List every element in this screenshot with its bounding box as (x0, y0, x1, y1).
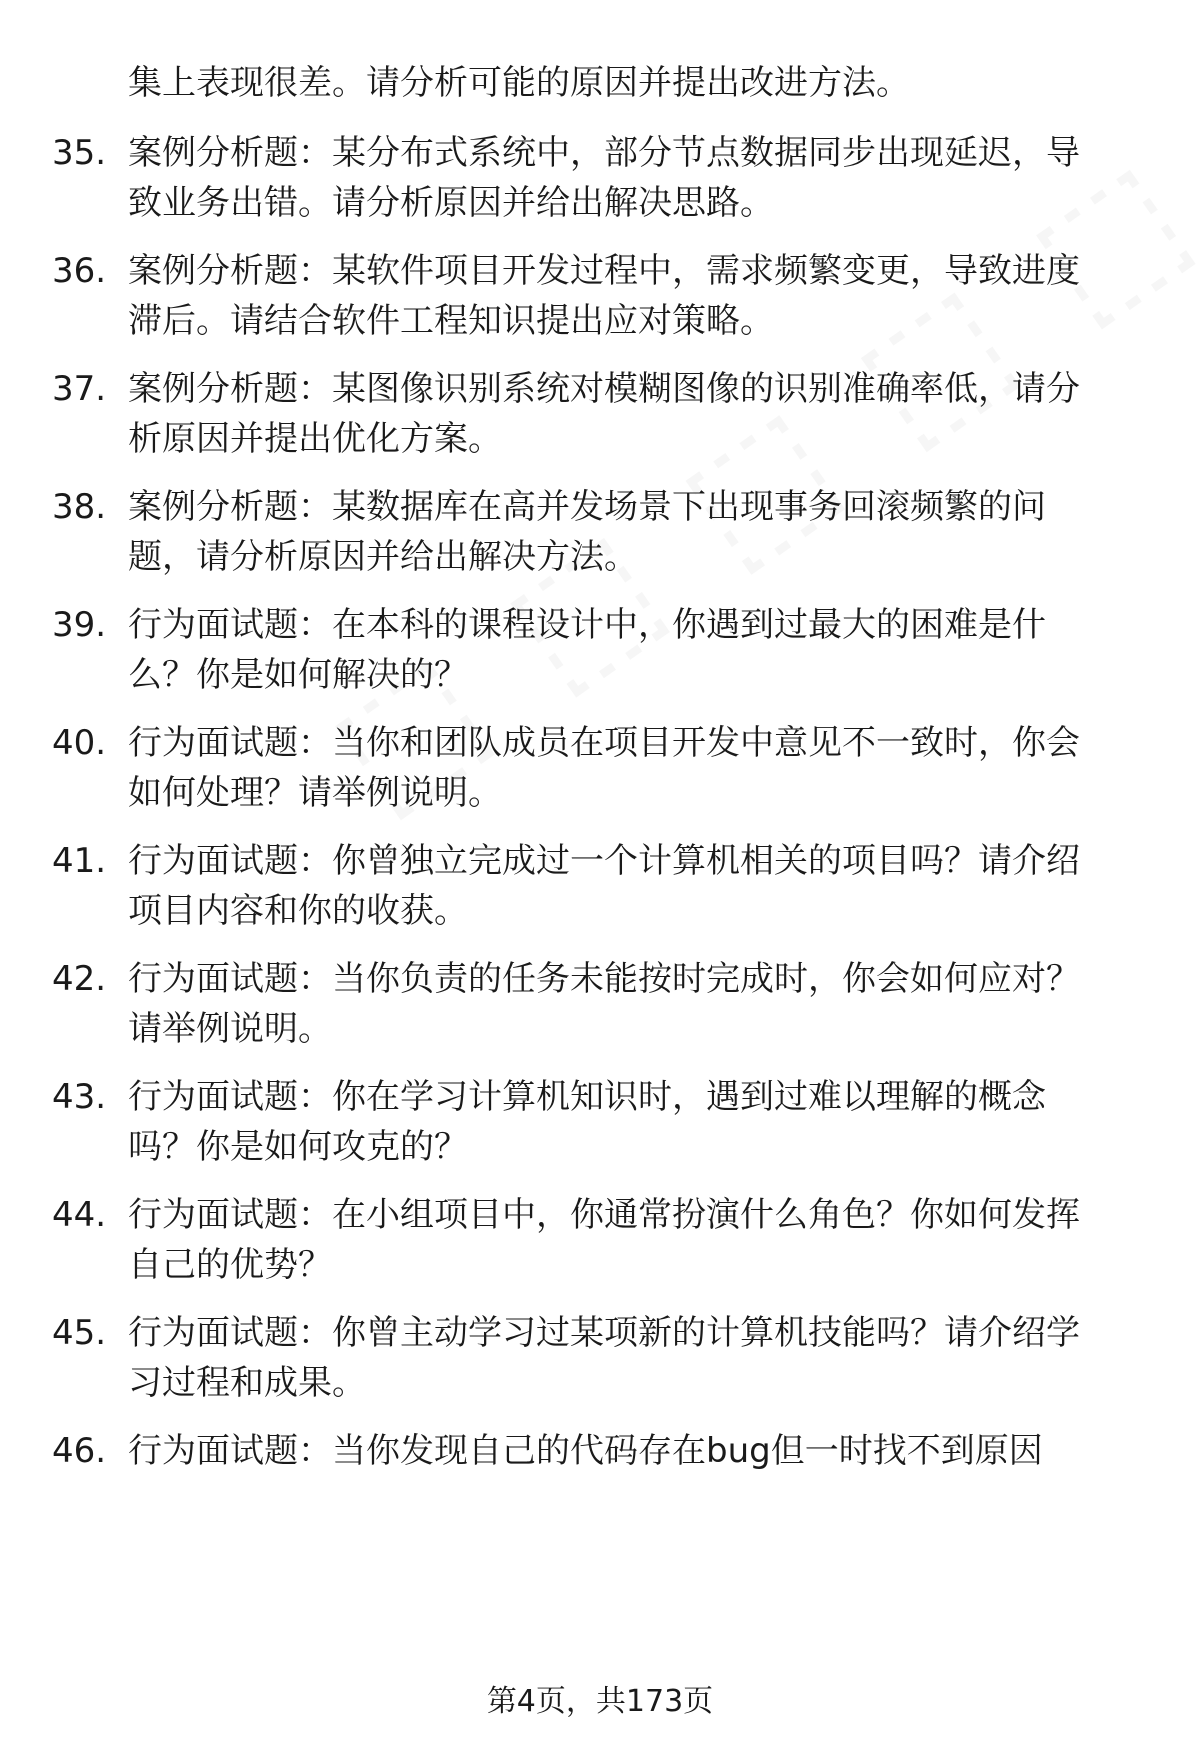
question-text-line2: 如何处理？请举例说明。 (128, 773, 502, 813)
question-item (0, 1426, 1200, 1526)
question-text-line1: 行为面试题：你曾主动学习过某项新的计算机技能吗？请介绍学 (128, 1313, 1080, 1353)
question-text-line2: 滞后。请结合软件工程知识提出应对策略。 (128, 301, 774, 341)
question-item (0, 246, 1200, 346)
question-item (0, 718, 1200, 818)
question-text-line1: 行为面试题：你在学习计算机知识时，遇到过难以理解的概念 (128, 1077, 1046, 1117)
continued-text: 集上表现很差。请分析可能的原因并提出改进方法。 (128, 63, 910, 103)
question-text-line1: 行为面试题：你曾独立完成过一个计算机相关的项目吗？请介绍 (128, 841, 1080, 881)
question-text-line1: 行为面试题：在本科的课程设计中，你遇到过最大的困难是什 (128, 605, 1046, 645)
question-item (0, 836, 1200, 936)
question-item (0, 1308, 1200, 1408)
question-text-line1: 行为面试题：当你发现自己的代码存在bug但一时找不到原因 (128, 1431, 1043, 1471)
question-text-line1: 行为面试题：当你和团队成员在项目开发中意见不一致时，你会 (128, 723, 1080, 763)
question-text-line1: 行为面试题：在小组项目中，你通常扮演什么角色？你如何发挥 (128, 1195, 1080, 1235)
question-text-line2: 自己的优势？ (128, 1245, 332, 1285)
question-item (0, 1072, 1200, 1172)
question-number: 41. (52, 841, 107, 881)
question-number: 46. (52, 1431, 107, 1471)
question-item (0, 1190, 1200, 1290)
question-text-line2: 析原因并提出优化方案。 (128, 419, 502, 459)
question-item (0, 482, 1200, 582)
question-text-line1: 案例分析题：某数据库在高并发场景下出现事务回滚频繁的问 (128, 487, 1046, 527)
question-text-line1: 案例分析题：某分布式系统中，部分节点数据同步出现延迟，导 (128, 133, 1080, 173)
question-text-line2: 习过程和成果。 (128, 1363, 366, 1403)
question-number: 37. (52, 369, 107, 409)
question-number: 45. (52, 1313, 107, 1353)
question-text-line1: 行为面试题：当你负责的任务未能按时完成时，你会如何应对？ (128, 959, 1080, 999)
question-number: 39. (52, 605, 107, 645)
page-footer: 第4页，共173页 (486, 1684, 714, 1719)
question-number: 38. (52, 487, 107, 527)
question-number: 36. (52, 251, 107, 291)
question-text-line2: 项目内容和你的收获。 (128, 891, 468, 931)
question-item (0, 128, 1200, 228)
question-item (0, 364, 1200, 464)
question-number: 35. (52, 133, 107, 173)
question-number: 40. (52, 723, 107, 763)
question-number: 42. (52, 959, 107, 999)
question-item (0, 954, 1200, 1054)
question-text-line2: 请举例说明。 (128, 1009, 332, 1049)
question-item (0, 600, 1200, 700)
question-text-line1: 案例分析题：某软件项目开发过程中，需求频繁变更，导致进度 (128, 251, 1080, 291)
question-text-line2: 吗？你是如何攻克的？ (128, 1127, 468, 1167)
question-text-line2: 题，请分析原因并给出解决方法。 (128, 537, 638, 577)
question-text-line2: 致业务出错。请分析原因并给出解决思路。 (128, 183, 774, 223)
question-number: 44. (52, 1195, 107, 1235)
question-text-line1: 案例分析题：某图像识别系统对模糊图像的识别准确率低，请分 (128, 369, 1080, 409)
question-number: 43. (52, 1077, 107, 1117)
question-text-line2: 么？你是如何解决的？ (128, 655, 468, 695)
